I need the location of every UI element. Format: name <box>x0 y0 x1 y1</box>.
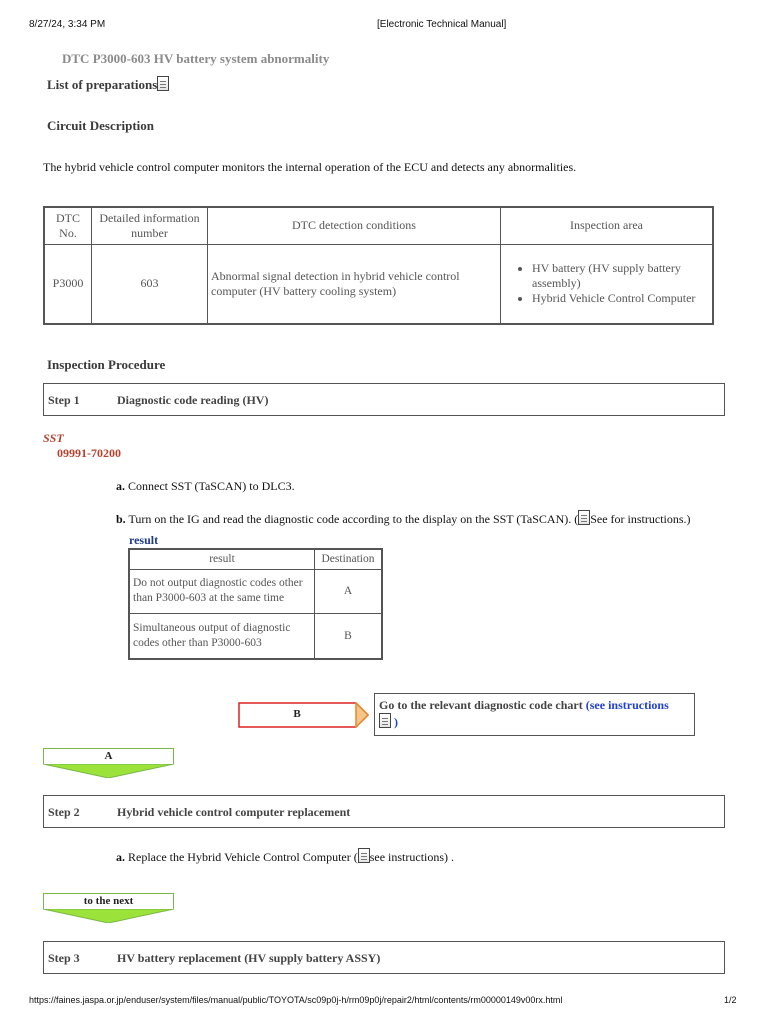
list-of-preparations-label: List of preparations <box>47 77 158 92</box>
step-3-title: HV battery replacement (HV supply battery ASSY) <box>117 951 381 965</box>
sst-label: SST <box>43 431 64 445</box>
table-row <box>44 244 713 324</box>
circuit-description-text: The hybrid vehicle control computer monitors the internal operation of the ECU and detects any abnormalities. <box>43 160 577 174</box>
arrow-down-icon <box>43 764 174 778</box>
branch-b-box <box>374 693 695 736</box>
arrow-next-label: to the next <box>43 893 174 909</box>
header-detailed-info: Detailed information number <box>92 207 208 244</box>
branch-b-text: Go to the relevant diagnostic code chart <box>379 698 583 712</box>
list-of-preparations[interactable] <box>47 76 169 93</box>
dtc-code: P3000 <box>44 244 92 324</box>
sst-code: 09991-70200 <box>57 446 121 460</box>
result-table-header <box>129 549 382 569</box>
result-destination: A <box>315 569 383 614</box>
result-destination: B <box>315 614 383 659</box>
arrow-a <box>43 748 174 778</box>
step-2-a <box>116 848 454 865</box>
step-1-b <box>116 510 691 527</box>
print-timestamp: 8/27/24, 3:34 PM <box>29 19 106 30</box>
inspection-area-list <box>504 261 709 306</box>
step-2-box <box>43 795 725 828</box>
document-icon[interactable] <box>578 510 590 525</box>
print-url: https://faines.jaspa.or.jp/enduser/system/files/manual/public/TOYOTA/sc09p0j-h/rm09p0j/repair2/html/contents/rm00000149v00rx.html <box>29 995 563 1005</box>
inspection-procedure-heading: Inspection Procedure <box>47 357 166 372</box>
step-1-b-mark: b. <box>116 512 126 526</box>
step-2-title: Hybrid vehicle control computer replacement <box>117 805 351 819</box>
step-1-a-text: Connect SST (TaSCAN) to DLC3. <box>128 479 295 493</box>
see-instructions-link[interactable]: see instructions) . <box>369 850 455 864</box>
step-1-number: Step 1 <box>48 393 80 407</box>
table-row <box>129 614 382 659</box>
arrow-a-label: A <box>43 748 174 764</box>
header-destination: Destination <box>315 549 383 569</box>
link-close-paren: ) <box>394 715 398 729</box>
print-page-number: 1/2 <box>724 995 737 1005</box>
document-icon[interactable] <box>379 713 391 728</box>
step-2-a-text: Replace the Hybrid Vehicle Control Computer ( <box>128 850 358 864</box>
header-dtc-no: DTC No. <box>44 207 92 244</box>
inspection-area <box>501 244 714 324</box>
dtc-table-header <box>44 207 713 244</box>
step-3-number: Step 3 <box>48 951 80 965</box>
list-item: • Hybrid Vehicle Control Computer <box>532 291 709 306</box>
detection-condition: Abnormal signal detection in hybrid vehicle control computer (HV battery cooling system) <box>208 244 501 324</box>
see-instructions-link[interactable]: See for instructions.) <box>590 512 691 526</box>
result-table <box>128 548 383 660</box>
result-label: result <box>129 533 159 547</box>
step-1-a-mark: a. <box>116 479 125 493</box>
branch-b-arrow-head <box>356 703 368 727</box>
header-result: result <box>129 549 315 569</box>
dtc-table <box>43 206 714 325</box>
document-icon[interactable] <box>358 848 370 863</box>
arrow-down-icon <box>43 909 174 923</box>
header-inspection-area: Inspection area <box>501 207 714 244</box>
step-2-number: Step 2 <box>48 805 80 819</box>
list-item: • HV battery (HV supply battery assembly) <box>532 261 709 291</box>
arrow-next <box>43 893 174 923</box>
header-detection-conditions: DTC detection conditions <box>208 207 501 244</box>
page-title: DTC P3000-603 HV battery system abnormality <box>62 51 330 66</box>
print-doc-title: [Electronic Technical Manual] <box>377 19 507 30</box>
step-1-a <box>116 479 295 494</box>
result-text: Simultaneous output of diagnostic codes other than P3000-603 <box>129 614 315 659</box>
step-2-a-mark: a. <box>116 850 125 864</box>
circuit-description-heading: Circuit Description <box>47 118 154 133</box>
see-instructions-link[interactable]: (see instructions <box>585 698 669 712</box>
document-icon[interactable] <box>157 76 169 91</box>
detailed-info-number: 603 <box>92 244 208 324</box>
step-1-box <box>43 383 725 416</box>
step-1-b-text: Turn on the IG and read the diagnostic code according to the display on the SST (TaSCAN). ( <box>128 512 579 526</box>
step-1-title: Diagnostic code reading (HV) <box>117 393 269 407</box>
step-3-box <box>43 941 725 974</box>
table-row <box>129 569 382 614</box>
result-text: Do not output diagnostic codes other than P3000-603 at the same time <box>129 569 315 614</box>
branch-b-label: B <box>293 708 301 720</box>
